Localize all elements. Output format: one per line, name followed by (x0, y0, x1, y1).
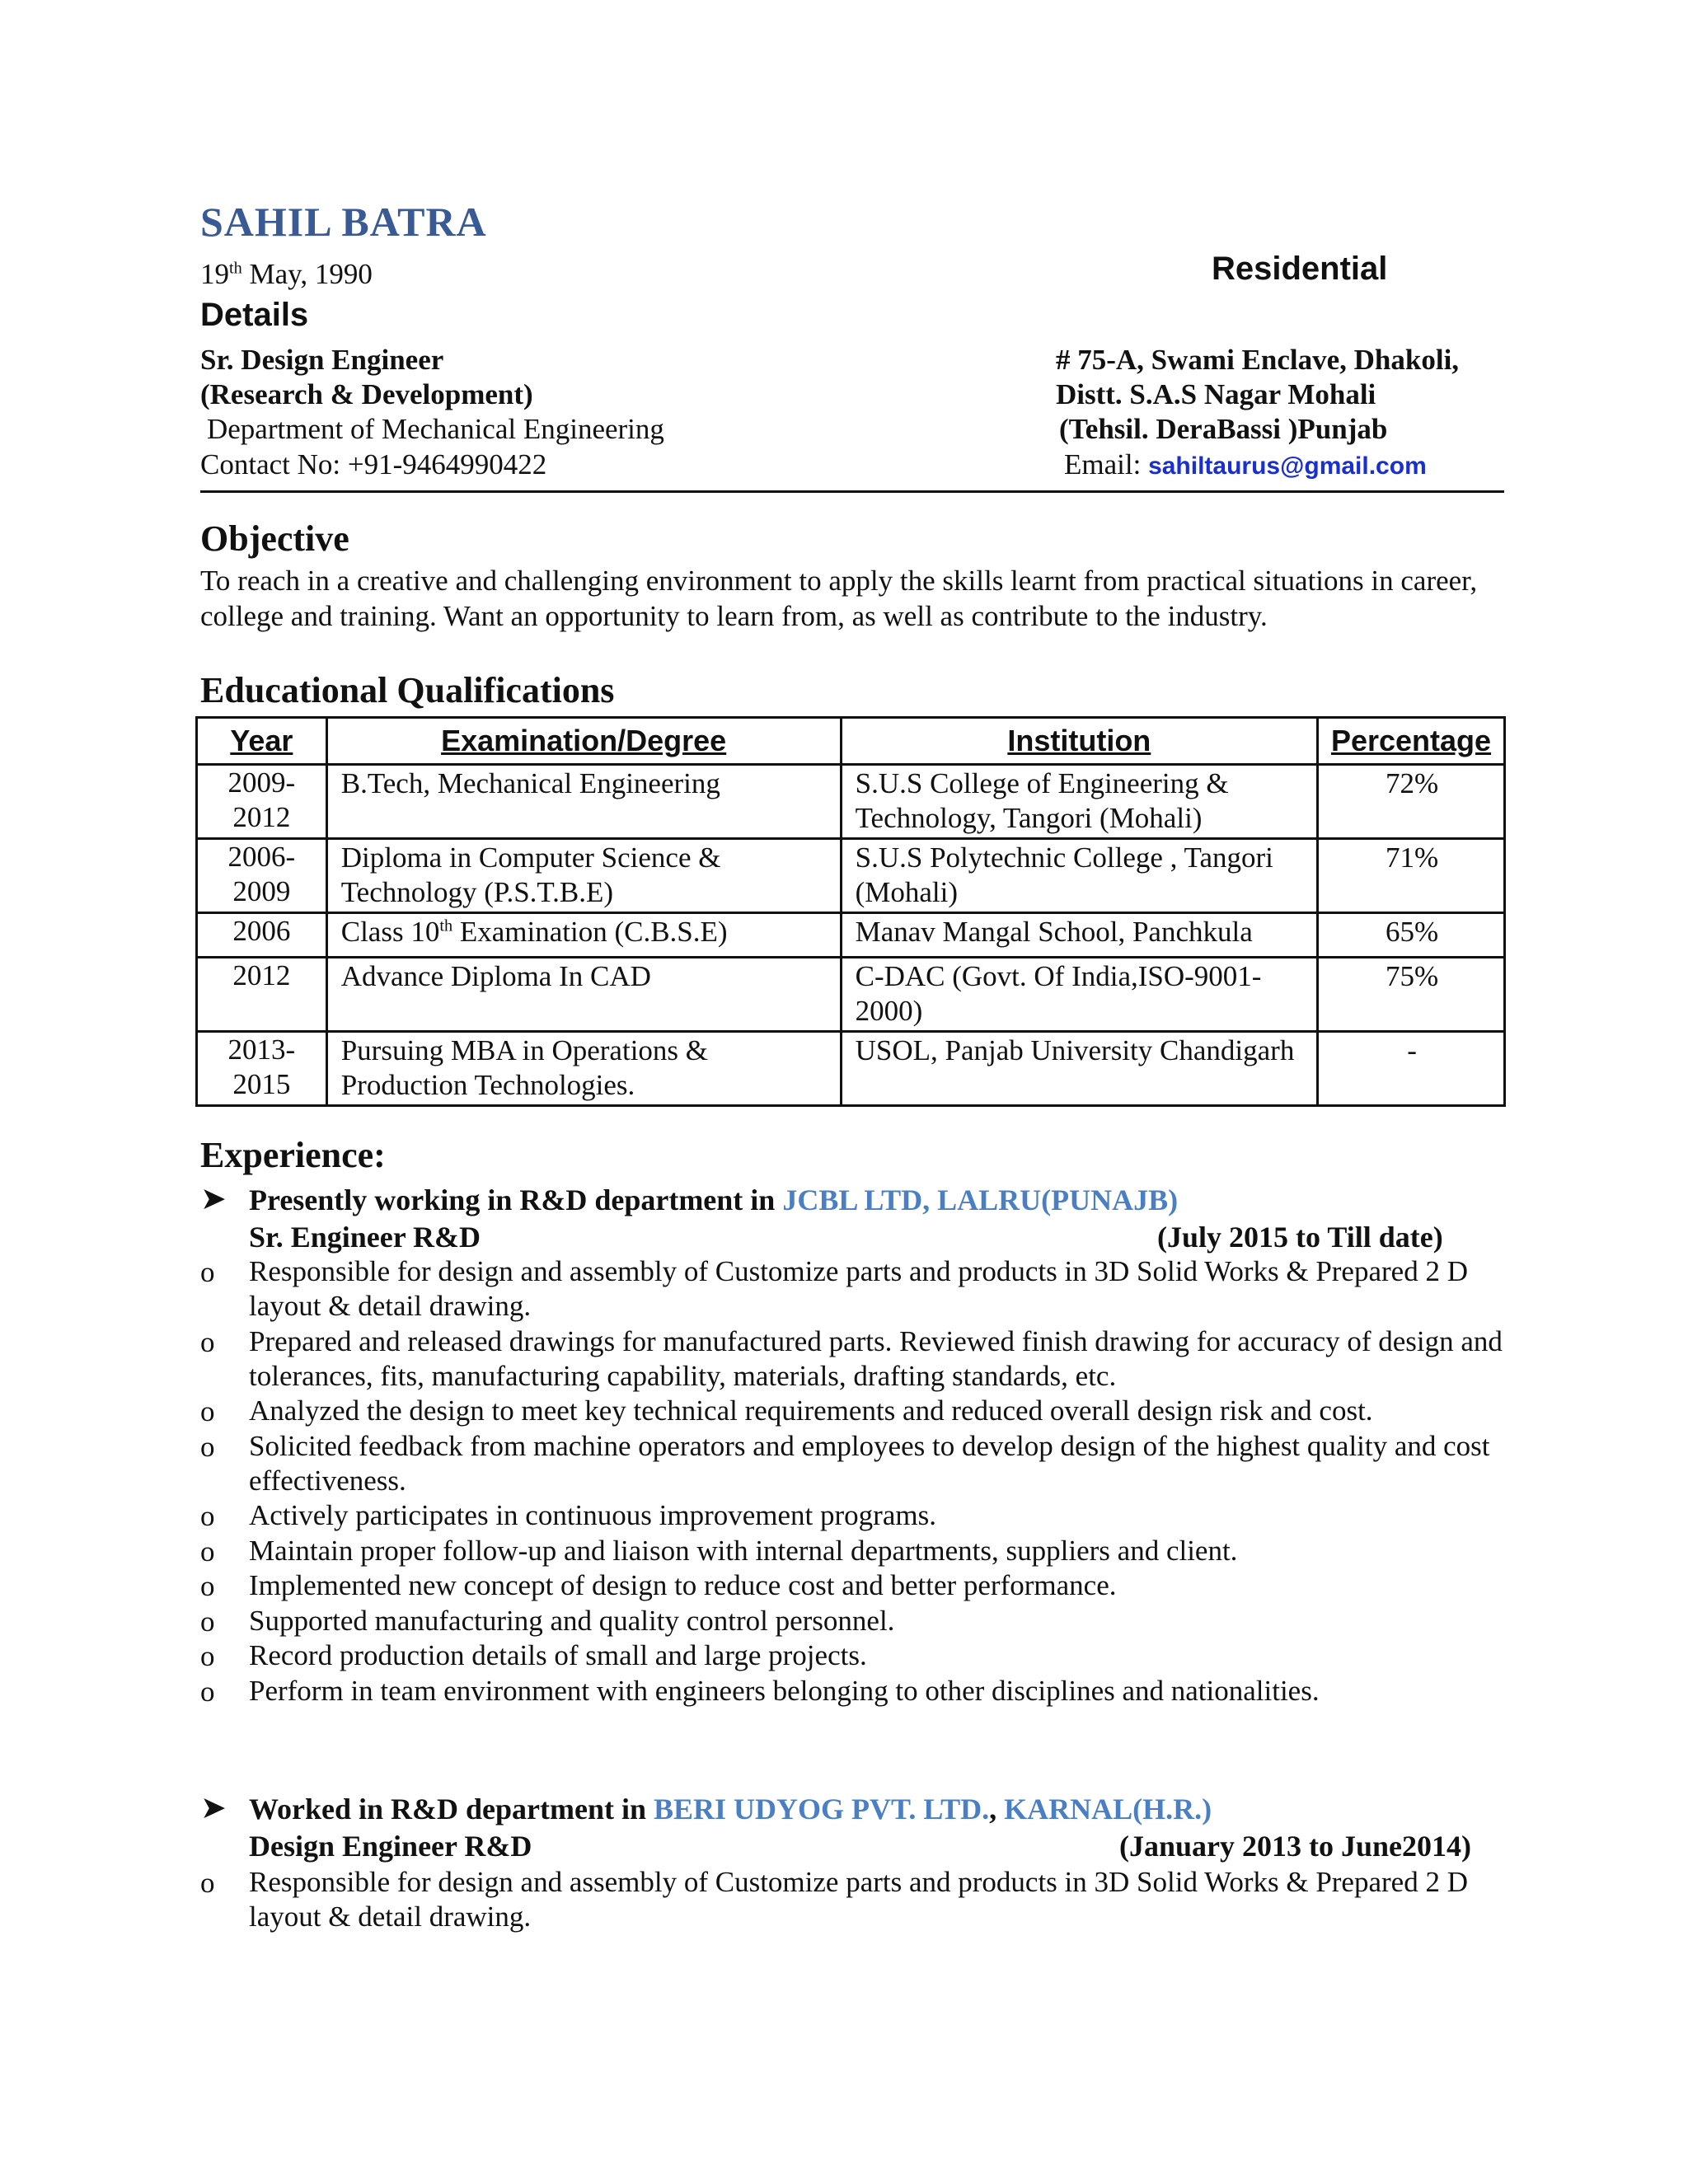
cell-year: 2012 (197, 958, 327, 1032)
circle-bullet-icon: o (200, 1605, 215, 1638)
degree-text-rest: Examination (C.B.S.E) (452, 916, 728, 948)
col-degree: Examination/Degree (326, 718, 841, 765)
table-row (197, 765, 1505, 839)
list-item: Actively participates in continuous improvement programs. (249, 1499, 936, 1531)
address-line-1: # 75-A, Swami Enclave, Dhakoli, (1056, 344, 1460, 376)
list-item: Supported manufacturing and quality control personnel. (249, 1605, 895, 1637)
circle-bullet-icon: o (200, 1675, 215, 1708)
arrow-bullet-icon: ➤ (200, 1789, 227, 1825)
address-line-3: (Tehsil. DeraBassi )Punjab (1059, 413, 1388, 445)
job-division: (Research & Development) (200, 378, 533, 410)
dob-rest: May, 1990 (241, 258, 373, 290)
email-link[interactable]: sahiltaurus@gmail.com (1148, 452, 1427, 480)
col-percentage: Percentage (1318, 718, 1505, 765)
objective-title: Objective (200, 518, 349, 559)
cell-percentage: 65% (1318, 913, 1505, 958)
cell-degree: Diploma in Computer Science & Technology (P.S.T.B.E) (326, 839, 841, 913)
list-item: Record production details of small and large projects. (249, 1639, 867, 1671)
email-row (1064, 448, 1427, 484)
cell-percentage: 72% (1318, 765, 1505, 839)
list-item: Analyzed the design to meet key technical requirements and reduced overall design risk and cost. (249, 1394, 1373, 1427)
date-of-birth (200, 257, 373, 292)
cell-degree: Pursuing MBA in Operations & Production Technologies. (326, 1032, 841, 1106)
col-year: Year (197, 718, 327, 765)
cell-percentage: - (1318, 1032, 1505, 1106)
job-2-heading (249, 1792, 1212, 1826)
circle-bullet-icon: o (200, 1535, 215, 1568)
cell-year: 2006 (197, 913, 327, 958)
details-label: Details (200, 297, 309, 333)
job-2-period: (January 2013 to June2014) (1119, 1830, 1472, 1863)
col-institution: Institution (841, 718, 1317, 765)
cell-percentage: 75% (1318, 958, 1505, 1032)
dob-day: 19 (200, 258, 229, 290)
candidate-name: SAHIL BATRA (200, 199, 487, 245)
table-row (197, 839, 1505, 913)
experience-title: Experience: (200, 1135, 386, 1175)
education-title: Educational Qualifications (200, 670, 615, 710)
dob-suffix: th (229, 259, 242, 278)
job-2-company: BERI UDYOG PVT. LTD. (654, 1793, 990, 1825)
cell-degree: B.Tech, Mechanical Engineering (326, 765, 841, 839)
degree-suffix: th (439, 916, 453, 935)
table-row (197, 958, 1505, 1032)
circle-bullet-icon: o (200, 1326, 215, 1358)
table-row (197, 913, 1505, 958)
list-item: Responsible for design and assembly of Customize parts and products in 3D Solid Works & Prepared 2 D layout & detail drawing. (249, 1866, 1468, 1933)
email-label: Email: (1064, 448, 1142, 480)
job-1-lead: Presently working in R&D department in (249, 1183, 783, 1216)
objective-text: To reach in a creative and challenging environment to apply the skills learnt from practical situations in career, college and training. Want an opportunity to learn from, as well as contribute to the industry. (200, 565, 1478, 632)
cell-year: 2013-2015 (197, 1032, 327, 1106)
job-title: Sr. Design Engineer (200, 344, 444, 376)
cell-degree (326, 913, 841, 958)
department: Department of Mechanical Engineering (207, 413, 664, 445)
cell-institution: Manav Mangal School, Panchkula (841, 913, 1317, 958)
job-2-lead: Worked in R&D department in (249, 1793, 654, 1825)
job-1-company: JCBL LTD, LALRU(PUNAJB) (782, 1183, 1179, 1216)
arrow-bullet-icon: ➤ (200, 1180, 227, 1216)
education-table (195, 716, 1506, 1107)
job-1-heading (249, 1183, 1178, 1217)
cell-institution: C-DAC (Govt. Of India,ISO-9001-2000) (841, 958, 1317, 1032)
table-row (197, 1032, 1505, 1106)
circle-bullet-icon: o (200, 1500, 215, 1532)
job-1-role: Sr. Engineer R&D (249, 1221, 481, 1254)
job-2-role: Design Engineer R&D (249, 1830, 532, 1863)
residential-label: Residential (1212, 251, 1388, 287)
cell-year: 2009-2012 (197, 765, 327, 839)
circle-bullet-icon: o (200, 1431, 215, 1463)
job-2-separator: , (989, 1793, 1005, 1825)
list-item: Implemented new concept of design to reduce cost and better performance. (249, 1569, 1117, 1601)
job-1-period: (July 2015 to Till date) (1157, 1221, 1443, 1254)
circle-bullet-icon: o (200, 1867, 215, 1899)
cell-institution: S.U.S College of Engineering & Technology, Tangori (Mohali) (841, 765, 1317, 839)
cell-institution: S.U.S Polytechnic College , Tangori (Mohali) (841, 839, 1317, 913)
circle-bullet-icon: o (200, 1640, 215, 1672)
table-header-row (197, 718, 1505, 765)
job-2-location: KARNAL(H.R.) (1004, 1793, 1212, 1825)
degree-text: Class 10 (340, 916, 440, 948)
cell-year: 2006-2009 (197, 839, 327, 913)
circle-bullet-icon: o (200, 1395, 215, 1427)
circle-bullet-icon: o (200, 1256, 215, 1288)
cell-degree: Advance Diploma In CAD (326, 958, 841, 1032)
cell-institution: USOL, Panjab University Chandigarh (841, 1032, 1317, 1106)
list-item: Solicited feedback from machine operators and employees to develop design of the highest quality and cost effectiveness. (249, 1430, 1490, 1497)
header-divider (200, 490, 1504, 493)
list-item: Maintain proper follow-up and liaison with internal departments, suppliers and client. (249, 1535, 1238, 1567)
list-item: Perform in team environment with engineers belonging to other disciplines and nationalities. (249, 1675, 1320, 1707)
list-item: Prepared and released drawings for manufactured parts. Reviewed finish drawing for accuracy of design and tolerances, fits, manufacturing capability, materials, drafting standards, etc. (249, 1325, 1503, 1392)
address-line-2: Distt. S.A.S Nagar Mohali (1056, 378, 1376, 410)
contact-number: Contact No: +91-9464990422 (200, 448, 547, 480)
cell-percentage: 71% (1318, 839, 1505, 913)
circle-bullet-icon: o (200, 1570, 215, 1602)
list-item: Responsible for design and assembly of Customize parts and products in 3D Solid Works & Prepared 2 D layout & detail drawing. (249, 1255, 1468, 1322)
